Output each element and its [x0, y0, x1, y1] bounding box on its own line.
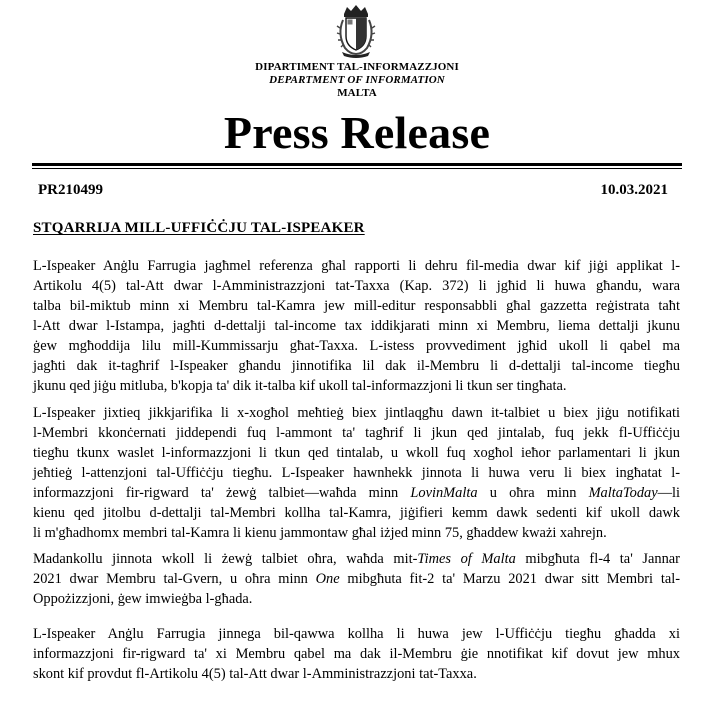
malta-coat-of-arms-icon: [332, 4, 380, 58]
paragraph-line: talba bil-miktub minn xi Membru tal-Kamra jew mill-editur responsabbli għal gazzetta reġistrata taħt: [33, 298, 680, 314]
paragraph-line: L-Ispeaker jixtieq jikkjarifika li x-xogħol meħtieġ biex jintlaqgħu dawn it-talbiet u biex jiġu notifikati: [33, 405, 680, 421]
paragraph-1: [33, 256, 680, 396]
paragraph-line: L-Ispeaker Anġlu Farrugia jagħmel referenza għal rapporti li dehru fil-media dwar kif jiġi applikat l-: [33, 258, 680, 274]
paragraph-line: jeħtieġ l-attenzjoni tal-Uffiċċju tiegħu. L-Ispeaker hawnhekk jinnota li huwa veru li biex ingħatat l-: [33, 465, 680, 481]
line-segment: 2021 dwar Membru tal-Gvern, u oħra minn: [33, 571, 316, 587]
country-name: MALTA: [337, 87, 377, 99]
paragraph-line: jagħti dak it-tagħrif l-Ispeaker għandu jinnotifika lil dak il-Membru li d-dettalji tal-income tiegħu: [33, 358, 680, 374]
publication-name-maltatoday: MaltaToday: [588, 485, 658, 501]
subject-heading: STQARRIJA MILL-UFFIĊĊJU TAL-ISPEAKER: [33, 220, 365, 236]
paragraph-4: [33, 624, 680, 684]
line-segment: informazzjoni fir-rigward ta' żewġ talbiet—waħda minn: [33, 485, 411, 501]
paragraph-line: kienu qed jitolbu d-dettalji tal-Membri kollha tal-Kamra, jiġifieri kemm dawk sedenti kif ukoll dawk: [33, 505, 680, 521]
paragraph-line: [33, 549, 680, 569]
paragraph-3: [33, 549, 680, 609]
line-segment: Madankollu jinnota wkoll li żewġ talbiet oħra, waħda mit-: [33, 551, 418, 567]
publication-name-times-of-malta: Times of Malta: [417, 551, 516, 567]
line-segment: mibgħuta fl-4 ta' Jannar: [515, 551, 680, 567]
line-segment: mibgħuta fit-2 ta' Marzu 2021 dwar sitt Membri tal-: [339, 571, 681, 587]
department-name-maltese: DIPARTIMENT TAL-INFORMAZZJONI: [255, 61, 459, 73]
paragraph-line: [33, 569, 680, 589]
paragraph-line: ġew mgħoddija lilu mill-Kummissarju għat-Taxxa. L-istess provvediment jgħid ukoll li qabel ma: [33, 338, 680, 354]
publication-name-lovinmalta: LovinMalta: [410, 485, 478, 501]
department-name-english: DEPARTMENT OF INFORMATION: [269, 74, 445, 86]
paragraph-line: l-Att dwar l-Istampa, jagħti d-dettalji tal-income tax iddikjarati minn xi Membru, liema dettalji jkunu: [33, 318, 680, 334]
line-segment: u oħra minn: [477, 485, 589, 501]
publication-name-one: One: [315, 571, 340, 587]
paragraph-line: L-Ispeaker Anġlu Farrugia jinnega bil-qawwa kollha li huwa jew l-Uffiċċju tiegħu għadda xi: [33, 626, 680, 642]
paragraph-line: tiegħu tkunx waslet l-informazzjoni li tkun qed tintalab, u wkoll fuq xogħol ieħor parlamentari li jkun: [33, 445, 680, 461]
paragraph-2: [33, 403, 680, 543]
press-release-reference: PR210499: [38, 182, 103, 198]
paragraph-line: Oppożizzjoni, ġew imwieġba l-għada.: [33, 591, 253, 607]
line-segment: —li: [657, 485, 680, 501]
paragraph-line: l-Membri kkonċernati jiddependi fuq l-ammont ta' tagħrif li jkun qed jintalab, fuq jekk fl-Uffiċċju: [33, 425, 680, 441]
paragraph-line: [33, 483, 680, 503]
header-rule-thick: [32, 163, 682, 166]
press-release-date: 10.03.2021: [600, 182, 668, 198]
header-rule-thin: [32, 168, 682, 169]
paragraph-line: informazzjoni fir-rigward ta' xi Membru qabel ma dak il-Membru ġie nnotifikat kif dovut jew mhux: [33, 646, 680, 662]
paragraph-line: li m'għadhomx membri tal-Kamra li kienu jammontaw għal iżjed minn 75, għaddew kważi xahrejn.: [33, 525, 607, 541]
paragraph-line: jkunu qed jiġu mitluba, b'kopja ta' dik it-talba kif ukoll tal-informazzjoni li tkun ser tingħata.: [33, 378, 567, 394]
paragraph-line: skont kif provdut fl-Artikolu 4(5) tal-Att dwar l-Amministrazzjoni tat-Taxxa.: [33, 666, 477, 682]
page-title: Press Release: [223, 107, 491, 158]
paragraph-line: Artikolu 4(5) tal-Att dwar l-Amministrazzjoni tat-Taxxa (Kap. 372) li jgħid li huwa għandu, wara: [33, 278, 680, 294]
